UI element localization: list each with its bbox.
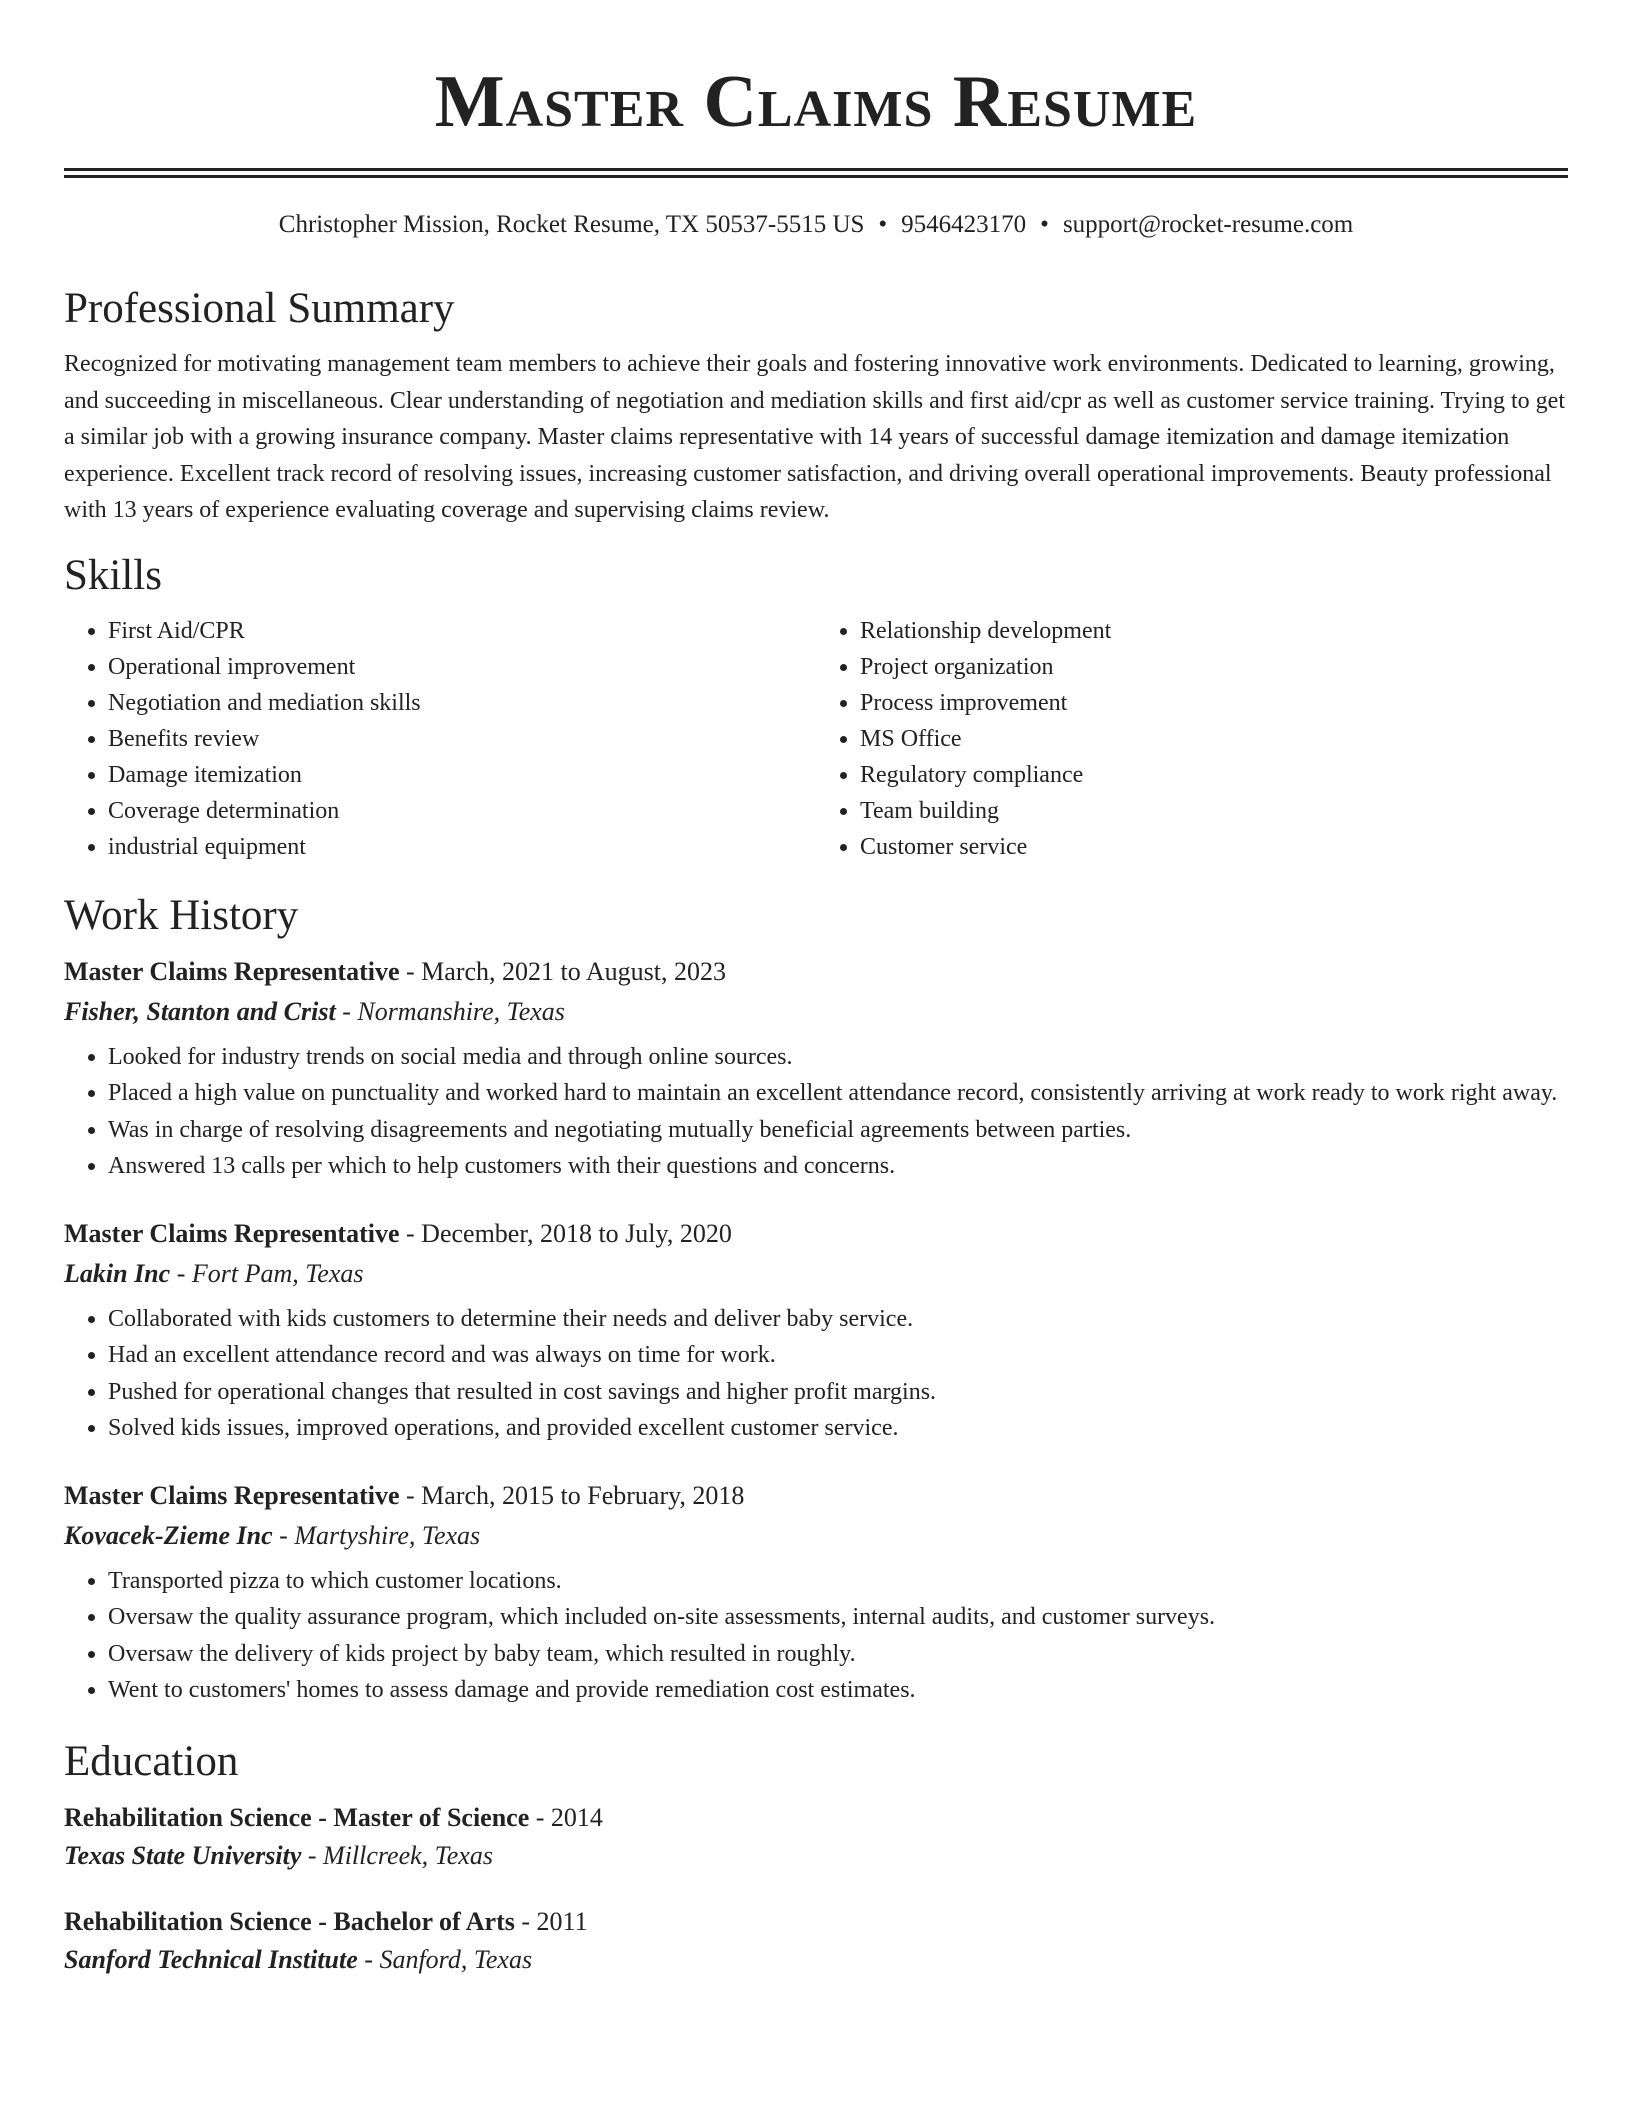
skills-list (64, 613, 1568, 865)
skill-item: • Team building (860, 793, 1568, 829)
skill-item: • MS Office (860, 721, 1568, 757)
degree-name: Rehabilitation Science - Master of Science (64, 1802, 530, 1832)
degree-year: - 2014 (535, 1802, 603, 1832)
school-name: Texas State University (64, 1840, 302, 1870)
skills-heading: Skills (64, 551, 162, 599)
job-bullet: • Pushed for operational changes that resulted in cost savings and higher profit margins. (108, 1374, 1568, 1411)
employer-location: - Normanshire, Texas (342, 996, 565, 1026)
skill-item: • Coverage determination (108, 793, 816, 829)
resume-title: Master Claims Resume (434, 61, 1198, 143)
degree-year: - 2011 (521, 1906, 588, 1936)
employer-name: Lakin Inc (64, 1258, 171, 1288)
job-title: Master Claims Representative (64, 1480, 400, 1510)
school-line (64, 1943, 1568, 1977)
job-bullet: • Answered 13 calls per which to help customers with their questions and concerns. (108, 1148, 1568, 1185)
education-heading: Education (64, 1737, 239, 1785)
education-entry (64, 1801, 1568, 1873)
job-title-line (64, 1479, 1568, 1513)
contact-phone: 9546423170 (901, 211, 1027, 238)
skill-item: • Benefits review (108, 721, 816, 757)
work-history-heading: Work History (64, 891, 299, 939)
job-bullet: • Looked for industry trends on social media and through online sources. (108, 1039, 1568, 1076)
job-bullet: • Oversaw the delivery of kids project by baby team, which resulted in roughly. (108, 1636, 1568, 1673)
job-bullet: • Transported pizza to which customer locations. (108, 1563, 1568, 1600)
school-line (64, 1839, 1568, 1873)
skill-item: • First Aid/CPR (108, 613, 816, 649)
job-bullet: • Oversaw the quality assurance program, which included on-site assessments, internal audits, and customer surveys. (108, 1599, 1568, 1636)
degree-line (64, 1801, 1568, 1835)
contact-address: Christopher Mission, Rocket Resume, TX 50537-5515 US (278, 211, 865, 238)
school-location: - Sanford, Texas (364, 1944, 533, 1974)
skill-item: • Customer service (860, 829, 1568, 865)
degree-name: Rehabilitation Science - Bachelor of Arts (64, 1906, 515, 1936)
skills-column-left (64, 613, 816, 865)
job-title-line (64, 1217, 1568, 1251)
skill-item: • Project organization (860, 649, 1568, 685)
job-entry (64, 1479, 1568, 1709)
job-dates: - December, 2018 to July, 2020 (406, 1218, 732, 1248)
contact-line (64, 210, 1568, 240)
skill-item: • Regulatory compliance (860, 757, 1568, 793)
job-bullets (64, 1301, 1568, 1447)
skill-item: • Relationship development (860, 613, 1568, 649)
job-title: Master Claims Representative (64, 1218, 400, 1248)
employer-line (64, 995, 1568, 1029)
job-bullet: • Was in charge of resolving disagreements and negotiating mutually beneficial agreements between parties. (108, 1112, 1568, 1149)
employer-name: Kovacek-Zieme Inc (64, 1520, 273, 1550)
employer-location: - Martyshire, Texas (279, 1520, 481, 1550)
job-entry (64, 955, 1568, 1185)
job-bullet: • Had an excellent attendance record and was always on time for work. (108, 1337, 1568, 1374)
employer-line (64, 1257, 1568, 1291)
job-bullet: • Went to customers' homes to assess damage and provide remediation cost estimates. (108, 1672, 1568, 1709)
employer-name: Fisher, Stanton and Crist (64, 996, 336, 1026)
job-entry (64, 1217, 1568, 1447)
education-entry (64, 1905, 1568, 1977)
school-name: Sanford Technical Institute (64, 1944, 358, 1974)
title-divider (64, 168, 1568, 178)
job-title: Master Claims Representative (64, 956, 400, 986)
job-dates: - March, 2015 to February, 2018 (406, 1480, 745, 1510)
contact-separator: • (1040, 211, 1049, 238)
job-bullets (64, 1039, 1568, 1185)
job-dates: - March, 2021 to August, 2023 (406, 956, 726, 986)
skill-item: • Damage itemization (108, 757, 816, 793)
employer-location: - Fort Pam, Texas (176, 1258, 364, 1288)
summary-heading: Professional Summary (64, 285, 455, 332)
skill-item: • Process improvement (860, 685, 1568, 721)
employer-line (64, 1519, 1568, 1553)
job-bullet: • Collaborated with kids customers to determine their needs and deliver baby service. (108, 1301, 1568, 1338)
degree-line (64, 1905, 1568, 1939)
summary-text: Recognized for motivating management team members to achieve their goals and fostering innovative work environments. Dedicated to learning, growing, and succeeding in miscellaneous. Clear understanding of negotiation and mediation skills and first aid/cpr as well as customer service training. Trying to get a similar job with a growing insurance company. Master claims representative with 14 years of successful damage itemization and damage itemization experience. Excellent track record of resolving issues, increasing customer satisfaction, and driving overall operational improvements. Beauty professional with 13 years of experience evaluating coverage and supervising claims review. (64, 351, 1565, 523)
skill-item: • industrial equipment (108, 829, 816, 865)
contact-email: support@rocket-resume.com (1062, 211, 1354, 238)
job-title-line (64, 955, 1568, 989)
skill-item: • Operational improvement (108, 649, 816, 685)
job-bullet: • Placed a high value on punctuality and worked hard to maintain an excellent attendance record, consistently arriving at work ready to work right away. (108, 1075, 1568, 1112)
contact-separator: • (878, 211, 888, 238)
school-location: - Millcreek, Texas (307, 1840, 493, 1870)
job-bullet: • Solved kids issues, improved operations, and provided excellent customer service. (108, 1410, 1568, 1447)
skill-item: • Negotiation and mediation skills (108, 685, 816, 721)
job-bullets (64, 1563, 1568, 1709)
skills-column-right (816, 613, 1568, 865)
